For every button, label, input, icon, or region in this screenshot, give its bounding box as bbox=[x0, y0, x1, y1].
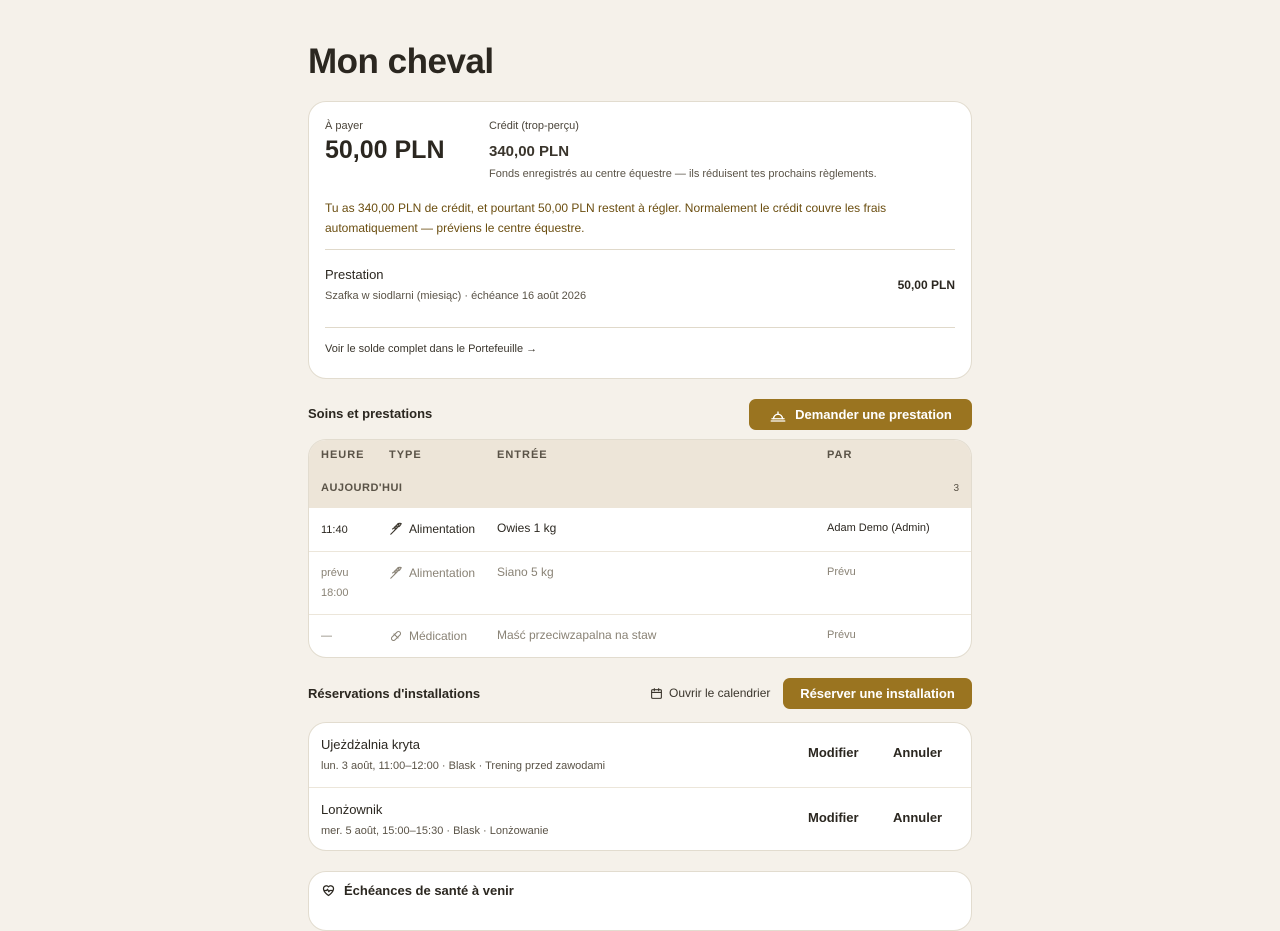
row-by: Prévu bbox=[827, 566, 856, 578]
reservations-section-title: Réservations d'installations bbox=[308, 686, 481, 701]
service-bell-icon bbox=[769, 406, 787, 424]
reservation-name: Ujeżdżalnia kryta bbox=[321, 737, 420, 752]
open-calendar-label: Ouvrir le calendrier bbox=[669, 686, 771, 700]
care-section-title: Soins et prestations bbox=[308, 406, 433, 421]
row-time: 11:40 bbox=[321, 524, 348, 536]
care-table bbox=[308, 439, 972, 658]
list-item bbox=[309, 787, 971, 851]
reservations-list bbox=[308, 722, 972, 851]
table-header bbox=[309, 440, 971, 508]
row-time bbox=[321, 563, 349, 603]
modify-button[interactable]: Modifier bbox=[808, 810, 859, 825]
col-type: TYPE bbox=[389, 449, 422, 461]
divider bbox=[325, 327, 955, 328]
row-time: — bbox=[321, 630, 332, 642]
page-title: Mon cheval bbox=[308, 42, 494, 81]
wheat-icon bbox=[389, 522, 403, 536]
row-by: Adam Demo (Admin) bbox=[827, 522, 930, 534]
cancel-button[interactable]: Annuler bbox=[893, 810, 943, 825]
pill-icon bbox=[389, 629, 403, 643]
row-type bbox=[389, 629, 467, 643]
health-deadlines-card bbox=[308, 871, 972, 931]
health-title bbox=[321, 883, 514, 898]
credit-amount: 340,00 PLN bbox=[489, 143, 570, 160]
row-time-value: 18:00 bbox=[321, 587, 349, 599]
reservation-meta: mer. 5 août, 15:00–15:30 · Blask · Lonżowanie bbox=[321, 825, 549, 837]
due-label: À payer bbox=[325, 120, 363, 132]
col-by: PAR bbox=[827, 449, 853, 461]
col-time: HEURE bbox=[321, 449, 365, 461]
service-amount: 50,00 PLN bbox=[897, 278, 955, 292]
service-meta: Szafka w siodlarni (miesiąc) · échéance 16 août 2026 bbox=[325, 290, 587, 302]
row-entry: Siano 5 kg bbox=[497, 565, 554, 579]
calendar-icon bbox=[650, 687, 663, 700]
group-today-count: 3 bbox=[953, 483, 959, 494]
divider bbox=[325, 249, 955, 250]
row-type-label: Médication bbox=[409, 629, 468, 643]
row-by: Prévu bbox=[827, 629, 856, 641]
request-service-button[interactable] bbox=[749, 399, 972, 430]
table-row[interactable] bbox=[309, 508, 971, 551]
group-today-label: AUJOURD'HUI bbox=[321, 482, 403, 494]
due-amount: 50,00 PLN bbox=[325, 136, 445, 164]
wheat-icon bbox=[389, 566, 403, 580]
health-title-label: Échéances de santé à venir bbox=[344, 883, 514, 898]
row-entry: Owies 1 kg bbox=[497, 521, 557, 535]
modify-button[interactable]: Modifier bbox=[808, 745, 859, 760]
row-entry: Maść przeciwzapalna na staw bbox=[497, 628, 657, 642]
heart-pulse-icon bbox=[321, 883, 336, 898]
reserve-facility-button[interactable]: Réserver une installation bbox=[783, 678, 972, 709]
cancel-button[interactable]: Annuler bbox=[893, 745, 943, 760]
table-row[interactable] bbox=[309, 551, 971, 614]
row-time-status: prévu bbox=[321, 567, 349, 579]
col-entry: ENTRÉE bbox=[497, 449, 548, 461]
request-service-label: Demander une prestation bbox=[795, 407, 952, 422]
table-row[interactable] bbox=[309, 614, 971, 658]
balance-card bbox=[308, 101, 972, 379]
row-type bbox=[389, 522, 475, 536]
service-label: Prestation bbox=[325, 267, 384, 282]
credit-note: Fonds enregistrés au centre équestre — ils réduisent tes prochains règlements. bbox=[489, 168, 877, 180]
row-type-label: Alimentation bbox=[409, 522, 476, 536]
credit-label: Crédit (trop-perçu) bbox=[489, 120, 579, 132]
row-type bbox=[389, 566, 475, 580]
list-item bbox=[309, 723, 971, 787]
open-calendar-link[interactable] bbox=[650, 686, 770, 700]
credit-warning: Tu as 340,00 PLN de crédit, et pourtant 50,00 PLN restent à régler. Normalement le crédit couvre les frais automatiquement — préviens le centre équestre. bbox=[325, 201, 887, 235]
reservation-name: Lonżownik bbox=[321, 802, 383, 817]
reservation-meta: lun. 3 août, 11:00–12:00 · Blask · Trening przed zawodami bbox=[321, 760, 606, 772]
row-type-label: Alimentation bbox=[409, 566, 476, 580]
wallet-link[interactable]: Voir le solde complet dans le Portefeuille → bbox=[325, 343, 538, 355]
